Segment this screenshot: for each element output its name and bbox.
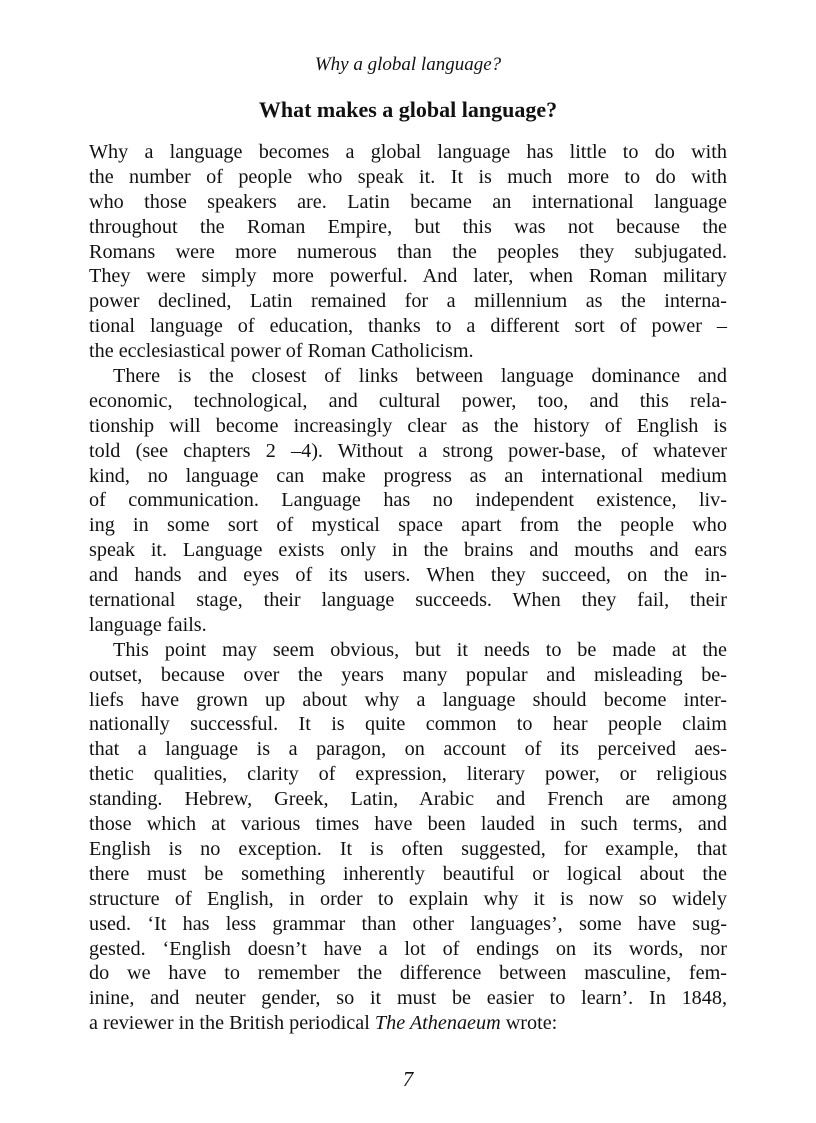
text-line: This point may seem obvious, but it needs to be made at the	[113, 638, 727, 661]
text-line	[89, 1011, 727, 1036]
text-line: there must be something inherently beautiful or logical about the	[89, 862, 727, 885]
text-fragment: wrote:	[500, 1012, 558, 1035]
text-line: used. ‘It has less grammar than other languages’, some have sug-	[89, 912, 727, 935]
text-line: those which at various times have been lauded in such terms, and	[89, 813, 727, 836]
text-line: Romans were more numerous than the peoples they subjugated.	[89, 240, 727, 263]
text-line: and hands and eyes of its users. When they succeed, on the in-	[89, 564, 727, 587]
text-line: gested. ‘English doesn’t have a lot of endings on its words, nor	[89, 937, 727, 960]
running-head: Why a global language?	[314, 54, 502, 75]
page-number: 7	[402, 1067, 414, 1091]
text-line: tional language of education, thanks to a different sort of power –	[89, 315, 727, 338]
text-line: speak it. Language exists only in the brains and mouths and ears	[89, 539, 727, 562]
text-line: standing. Hebrew, Greek, Latin, Arabic and French are among	[89, 788, 727, 811]
text-line: thetic qualities, clarity of expression, literary power, or religious	[89, 763, 727, 786]
body-text	[89, 140, 727, 1036]
text-line: the number of people who speak it. It is much more to do with	[89, 165, 727, 188]
text-line: do we have to remember the difference between masculine, fem-	[89, 962, 727, 985]
text-line: ternational stage, their language succeeds. When they fail, their	[89, 589, 727, 612]
text-line: power declined, Latin remained for a millennium as the interna-	[89, 290, 727, 313]
text-line: liefs have grown up about why a language should become inter-	[89, 688, 727, 711]
text-line: They were simply more powerful. And later, when Roman military	[89, 265, 727, 288]
text-line: language fails.	[89, 613, 207, 636]
paragraph	[89, 140, 727, 364]
text-fragment: a reviewer in the British periodical	[89, 1012, 375, 1035]
text-line: inine, and neuter gender, so it must be easier to learn’. In 1848,	[89, 987, 727, 1010]
text-line: economic, technological, and cultural power, too, and this rela-	[89, 389, 727, 412]
section-heading: What makes a global language?	[258, 97, 558, 122]
paragraph	[89, 638, 727, 1036]
text-line: English is no exception. It is often suggested, for example, that	[89, 837, 727, 860]
text-line: There is the closest of links between language dominance and	[113, 365, 727, 388]
paragraph	[89, 364, 727, 638]
text-line: that a language is a paragon, on account of its perceived aes-	[89, 738, 727, 761]
text-line: kind, no language can make progress as an international medium	[89, 464, 727, 487]
text-line: outset, because over the years many popular and misleading be-	[89, 663, 727, 686]
text-line: tionship will become increasingly clear as the history of English is	[89, 414, 727, 437]
text-line: ing in some sort of mystical space apart from the people who	[89, 514, 727, 537]
text-line: nationally successful. It is quite common to hear people claim	[89, 713, 727, 736]
text-line: of communication. Language has no independent existence, liv-	[89, 489, 727, 512]
text-line: the ecclesiastical power of Roman Catholicism.	[89, 340, 474, 363]
text-line: throughout the Roman Empire, but this was not because the	[89, 215, 727, 238]
text-line: structure of English, in order to explain why it is now so widely	[89, 887, 727, 910]
periodical-title: The Athenaeum	[374, 1012, 501, 1035]
text-line: Why a language becomes a global language has little to do with	[89, 141, 727, 163]
text-line: told (see chapters 2 –4). Without a strong power-base, of whatever	[89, 439, 727, 462]
text-line: who those speakers are. Latin became an international language	[89, 190, 727, 213]
